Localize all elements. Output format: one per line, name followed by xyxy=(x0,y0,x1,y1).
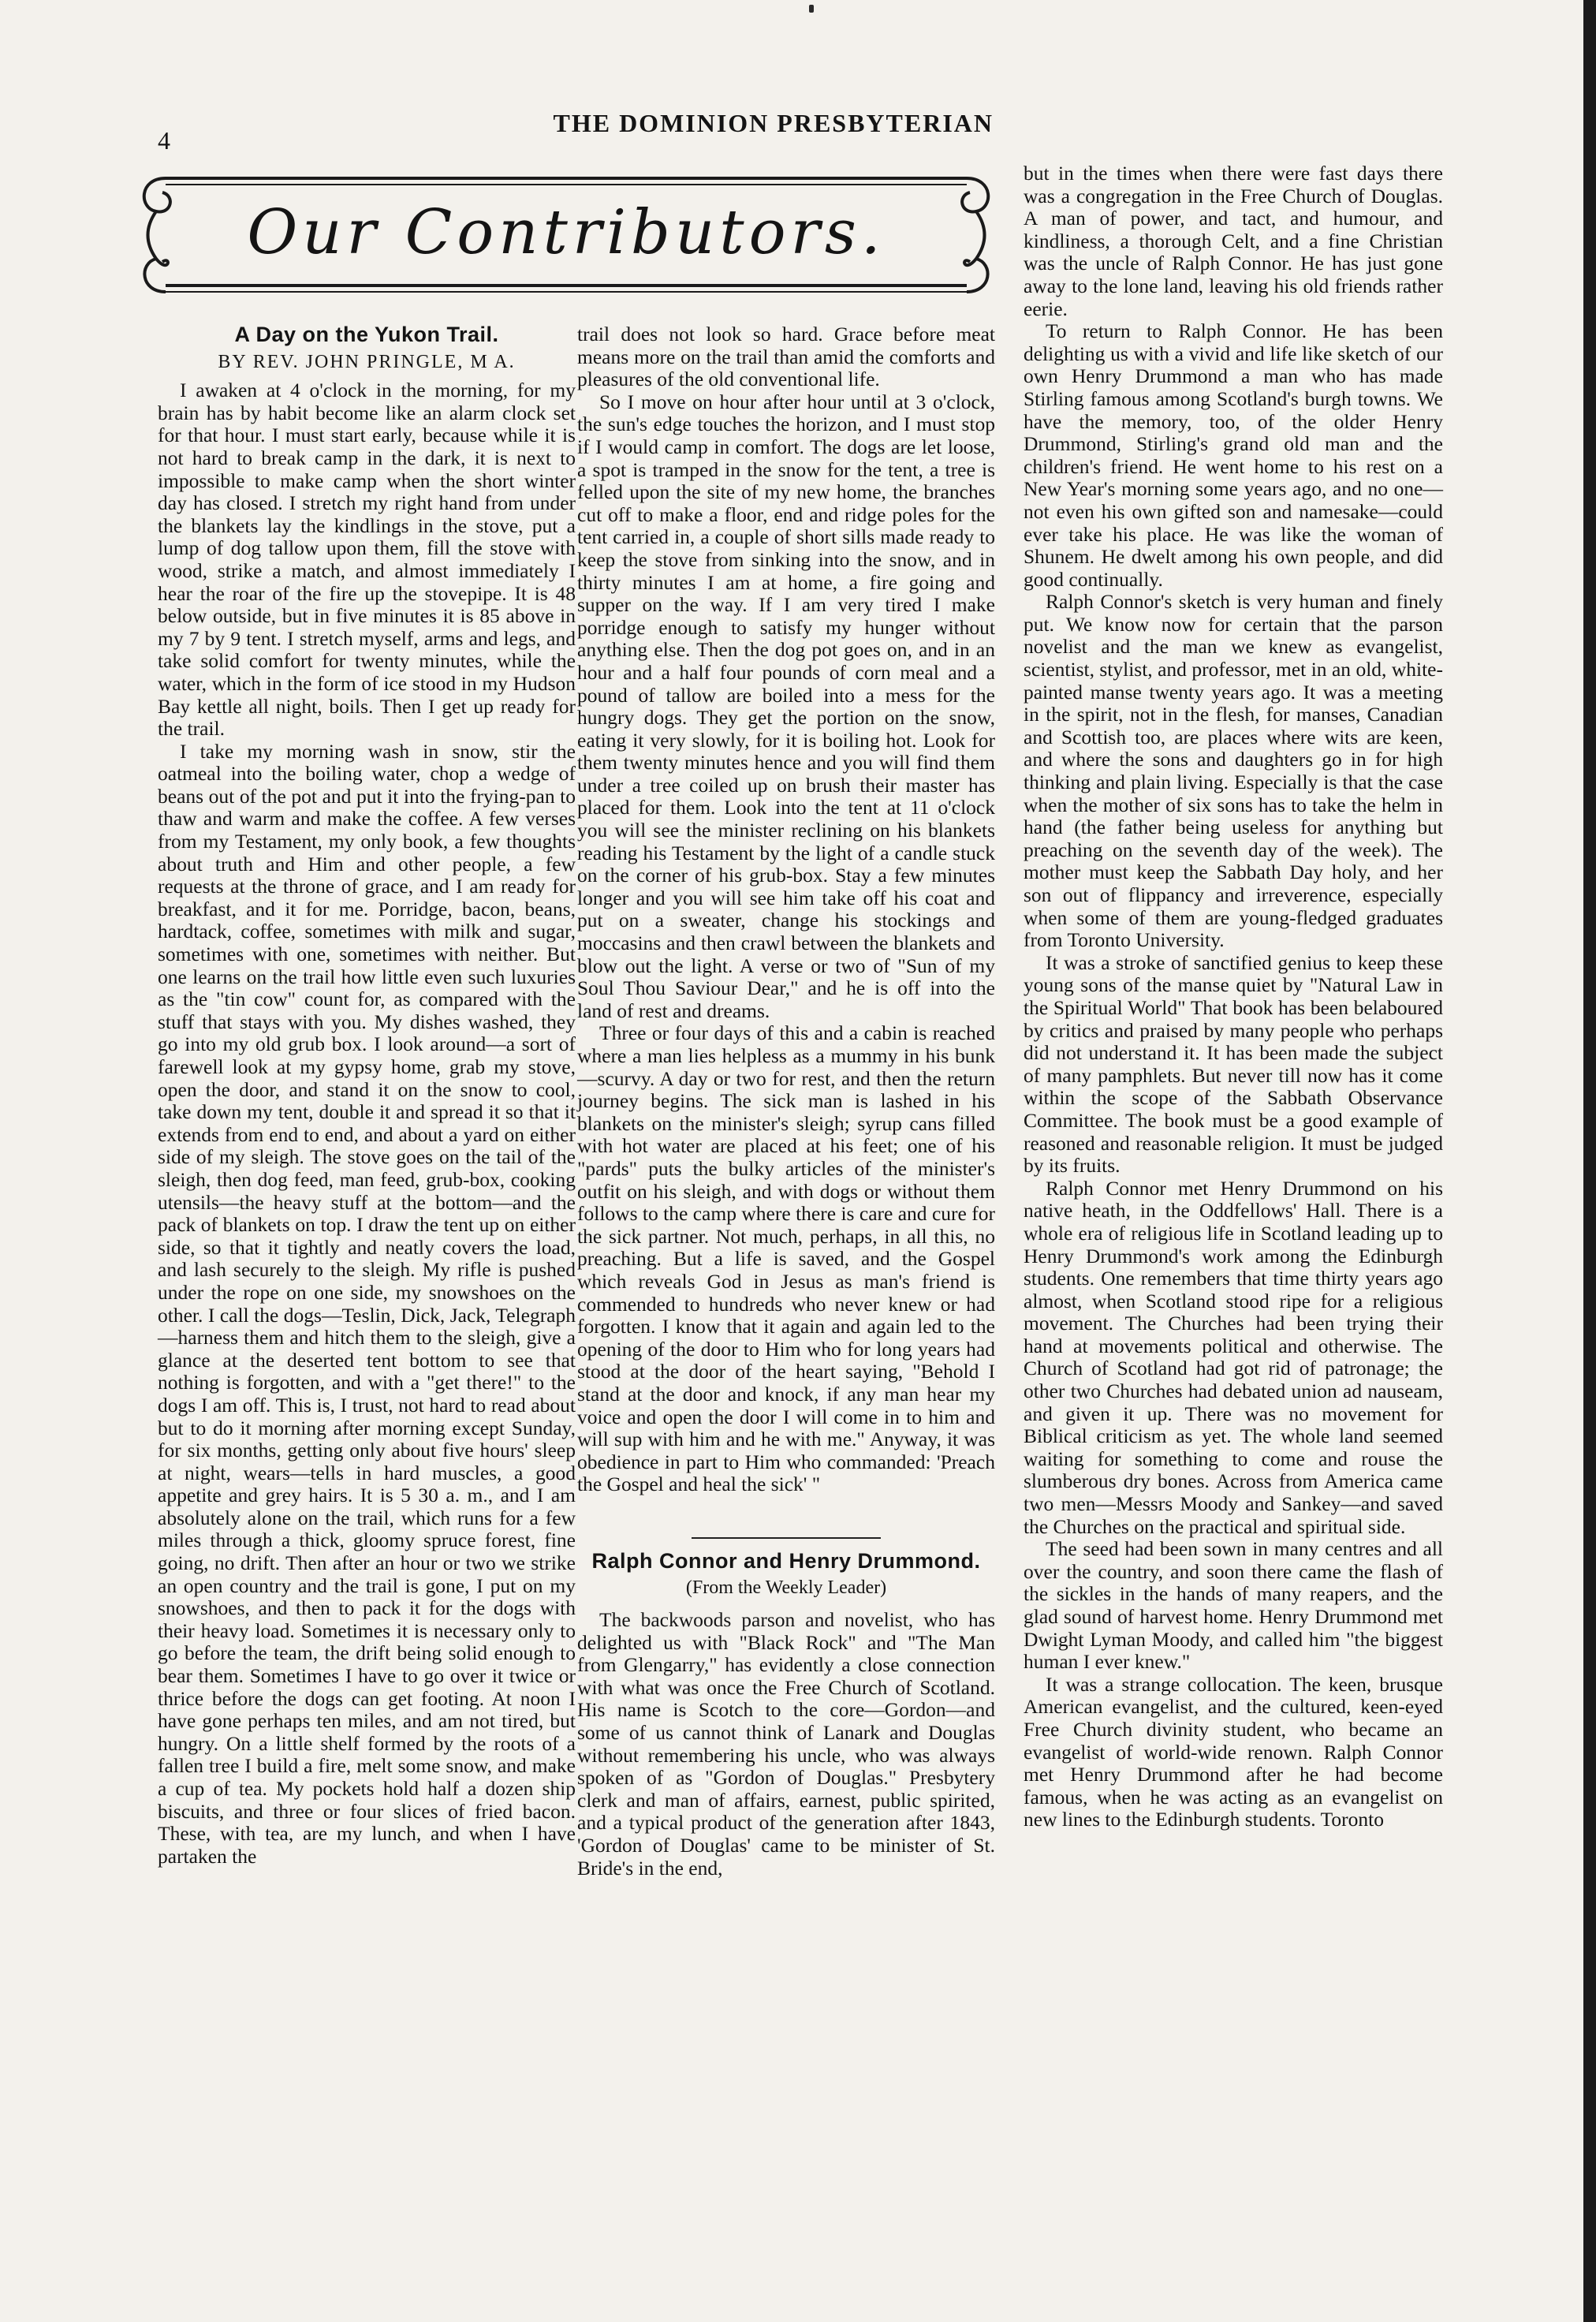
article-title: Ralph Connor and Henry Drummond. xyxy=(591,1548,981,1573)
article-title: A Day on the Yukon Trail. xyxy=(234,323,499,346)
paragraph: Three or four days of this and a cabin is reached where a man lies helpless as a mummy in his bunk—scurvy. A day or two for rest, and then the return journey begins. The sick man is lashed in his blankets on the minister's sleigh; syrup cans filled with hot water are placed at his feet; one of his "pards" puts the bulky articles of the minister's outfit on his sleigh, and with dogs or without them follows to the camp where there is care and cure for the sick partner. Not much, perhaps, in all this, no preaching. But a life is saved, and the Gospel which reveals God in Jesus as man's friend is commended to hundreds who never knew or had forgotten. I know that it again and again led to the opening of the door to Him who for long years had stood at the door of the heart saying, "Behold I stand at the door and knock, if any man hear my voice and open the door I will come in to him and will sup with him and he with me." Anyway, it was obedience in part to Him who commanded: 'Preach the Gospel and heal the sick' " xyxy=(577,1021,995,1496)
page-scan-edge xyxy=(1583,0,1596,2322)
paragraph: So I move on hour after hour until at 3 o'clock, the sun's edge touches the horizon, and I must stop if I would camp in comfort. The dogs are let loose, a spot is tramped in the snow for the tent, a tree is felled upon the site of my new home, the branches cut off to make a floor, end and ridge poles for the tent carried in, a couple of short sills made ready to keep the stove from sinking into the snow, and in thirty minutes I am at home, a fire going and supper on the way. If I am very tired I make porridge enough to satisfy my hunger without anything else. Then the dog pot goes on, and in an hour and a half four pounds of corn meal and a pound of tallow are boiled into a mess for the hungry dogs. They get the portion on the snow, eating it very slowly, for it is boiling hot. Look for them twenty minutes hence and you will find them under a tree coiled up on brush their master has placed for them. Look into the tent at 11 o'clock you will see the minister reclining on his blankets reading his Testament by the light of a candle stuck on the corner of his grub-box. Stay a few minutes longer and you will see him take off his coat and put on a sweater, change his stockings and moccasins and then crawl between the blankets and blow out the light. A verse or two of "Sun of my Soul Thou Saviour Dear," and he is off into the land of rest and dreams. xyxy=(577,390,995,1022)
paragraph: Ralph Connor's sketch is very human and finely put. We know now for certain that the parson novelist and the man we knew as evangelist, scientist, stylist, and professor, met in an old, white-painted manse twenty years ago. It was a meeting in the spirit, not in the flesh, for manses, Canadian and Scottish too, are places where wits are keen, and where the sons and daughters go in for high thinking and plain living. Especially is that the case when the mother of six sons has to take the helm in hand (the father being useless for anything but preaching on the seventh day of the week). The mother must keep the Sabbath Day holy, and her son out of flippancy and irreverence, especially when some of them are young-fledged graduates from Toronto University. xyxy=(1024,590,1443,952)
masthead: THE DOMINION PRESBYTERIAN xyxy=(553,109,994,137)
paragraph: It was a stroke of sanctified genius to keep these young sons of the manse quiet by "Natural Law in the Spiritual World" That book has been belaboured by critics and praised by many people who perhaps did not understand it. It has been made the subject of many pamphlets. But never till now has it come within the scope of the Sabbath Observance Committee. The book must be a good example of reasoned and reasonable religion. It must be judged by its fruits. xyxy=(1024,950,1443,1178)
paragraph: I take my morning wash in snow, stir the oatmeal into the boiling water, chop a wedge of beans out of the pot and put it into the frying-pan to thaw and warm and make the coffee. A few verses from my Testament, my only book, a few thoughts about truth and Him and other people, a few requests at the throne of grace, and I am ready for breakfast, and it for me. Porridge, bacon, beans, hardtack, coffee, sometimes with milk and sugar, sometimes with one, sometimes with neither. But one learns on the trail how little even such luxuries as the "tin cow" count for, as compared with the stuff that stays with you. My dishes washed, they go into my old grub box. I look around—a sort of farewell look at my gypsy home, grab my stove, open the door, and stand it on the snow to cool, take down my tent, double it and spread it so that it extends from end to end, and about a yard on either side of my sleigh. The stove goes on the tail of the sleigh, then dog feed, man feed, grub-box, cooking utensils—the heavy stuff at the bottom—and the pack of blankets on top. I draw the tent up on either side, so that it tightly and neatly covers the load, and lash securely to the sleigh. My rifle is pushed under the rope on one side, my snowshoes on the other. I call the dogs—Teslin, Dick, Jack, Telegraph—harness them and hitch them to the sleigh, give a glance at the deserted tent bottom to see that nothing is forgotten, and with a "get there!" to the dogs I am off. This is, I trust, not hard to read about but to do it morning after morning except Sunday, for six months, getting only about five hours' sleep at night, wears—tells in hard muscles, a good appetite and grey hairs. It is 5 30 a. m., and I am absolutely alone on the trail, which runs for a few miles through a thick, gloomy spruce forest, fine going, no drift. Then after an hour or two we strike an open country and the trail is gone, I put on my snowshoes, and then to pack it for the dogs with their heavy load. Sometimes it is necessary only to go before the team, the drift being solid enough to bear them. Sometimes I have to go over it twice or thrice before the dogs can get footing. At noon I have gone perhaps ten miles, and am not tired, but hungry. On a little shelf formed by the roots of a fallen tree I build a fire, melt some snow, and make a cup of tea. My pockets hold half a dozen ship biscuits, and three or four slices of fried bacon. These, with tea, are my lunch, and when I have partaken the xyxy=(158,739,576,1868)
paragraph: It was a strange collocation. The keen, brusque American evangelist, and the cultured, keen-eyed Free Church divinity student, who became an evangelist of world-wide renown. Ralph Connor met Henry Drummond after he had become famous, when he was acting as an evangelist on new lines to the Edinburgh students. Toronto xyxy=(1024,1672,1443,1831)
column-3 xyxy=(1024,162,1443,1831)
paragraph: I awaken at 4 o'clock in the morning, for my brain has by habit become like an alarm clock set for that hour. I must start early, because while it is not hard to break camp in the dark, it is next to impossible to make camp when the short winter day has closed. I stretch my right hand from under the blankets lay the kindlings in the stove, put a lump of dog tallow upon them, fill the stove with wood, strike a match, and almost immediately I hear the roar of the fire up the stovepipe. It is 48 below outside, but in five minutes it is 85 above in my 7 by 9 tent. I stretch myself, arms and legs, and take solid comfort for twenty minutes, while the water, which in the form of ice stood in my Hudson Bay kettle all night, boils. Then I get up ready for the trail. xyxy=(158,379,576,741)
paragraph: but in the times when there were fast days there was a congregation in the Free Church of Douglas. A man of power, and tact, and humour, and kindliness, a thorough Celt, and a fine Christian was the uncle of Ralph Connor. He has just gone away to the lone land, leaving his old friends rather eerie. xyxy=(1024,162,1443,320)
section-banner xyxy=(134,164,998,306)
paragraph: Ralph Connor met Henry Drummond on his native heath, in the Oddfellows' Hall. There is a whole era of religious life in Scotland leading up to Henry Drummond's work among the Edinburgh students. One remembers that time thirty years ago almost, when Scotland stood ripe for a religious movement. The Churches had been trying their hand at movements political and otherwise. The Church of Scotland had got rid of patronage; the other two Churches had debated union ad nauseam, and given it up. There was no movement for Biblical criticism as yet. The whole land seemed waiting for something to come and rouse the slumberous dry bones. Across from America came two men—Messrs Moody and Sankey—and saved the Churches on the practical and spiritual side. xyxy=(1024,1176,1443,1538)
article-byline: BY REV. JOHN PRINGLE, M A. xyxy=(218,351,516,372)
scan-mark xyxy=(809,5,814,13)
paragraph: trail does not look so hard. Grace before meat means more on the trail than amid the comforts and pleasures of the old conventional life. xyxy=(577,323,995,391)
column-1 xyxy=(158,323,576,1868)
section-divider xyxy=(577,1523,995,1532)
paragraph: To return to Ralph Connor. He has been delighting us with a vivid and life like sketch of our own Henry Drummond a man who has made Stirling famous among Scotland's burgh towns. We have the memory, too, of the older Henry Drummond, Stirling's grand old man and the children's friend. He went home to his rest on a New Year's morning some years ago, and no one—not even his own gifted son and namesake—could ever take his place. He was like the woman of Shunem. He dwelt among his own people, and did good continually. xyxy=(1024,319,1443,591)
article-source: (From the Weekly Leader) xyxy=(685,1577,887,1599)
paragraph: The seed had been sown in many centres and all over the country, and soon there came the flash of the sickles in the hands of many reapers, and the glad sound of harvest home. Henry Drummond met Dwight Lyman Moody, and called him "the biggest human I ever knew." xyxy=(1024,1537,1443,1674)
section-title: Our Contributors. xyxy=(247,197,886,268)
paragraph: The backwoods parson and novelist, who has delighted us with "Black Rock" and "The Man from Glengarry," has evidently a close connection with what was once the Free Church of Scotland. His name is Scotch to the core—Gordon—and some of us cannot think of Lanark and Douglas without remembering his uncle, who was always spoken of as "Gordon of Douglas." Presbytery clerk and man of affairs, earnest, public spirited, and a typical product of the generation after 1843, 'Gordon of Douglas' came to be minister of St. Bride's in the end, xyxy=(577,1608,995,1880)
page-number: 4 xyxy=(158,126,170,155)
column-2 xyxy=(577,323,995,1880)
